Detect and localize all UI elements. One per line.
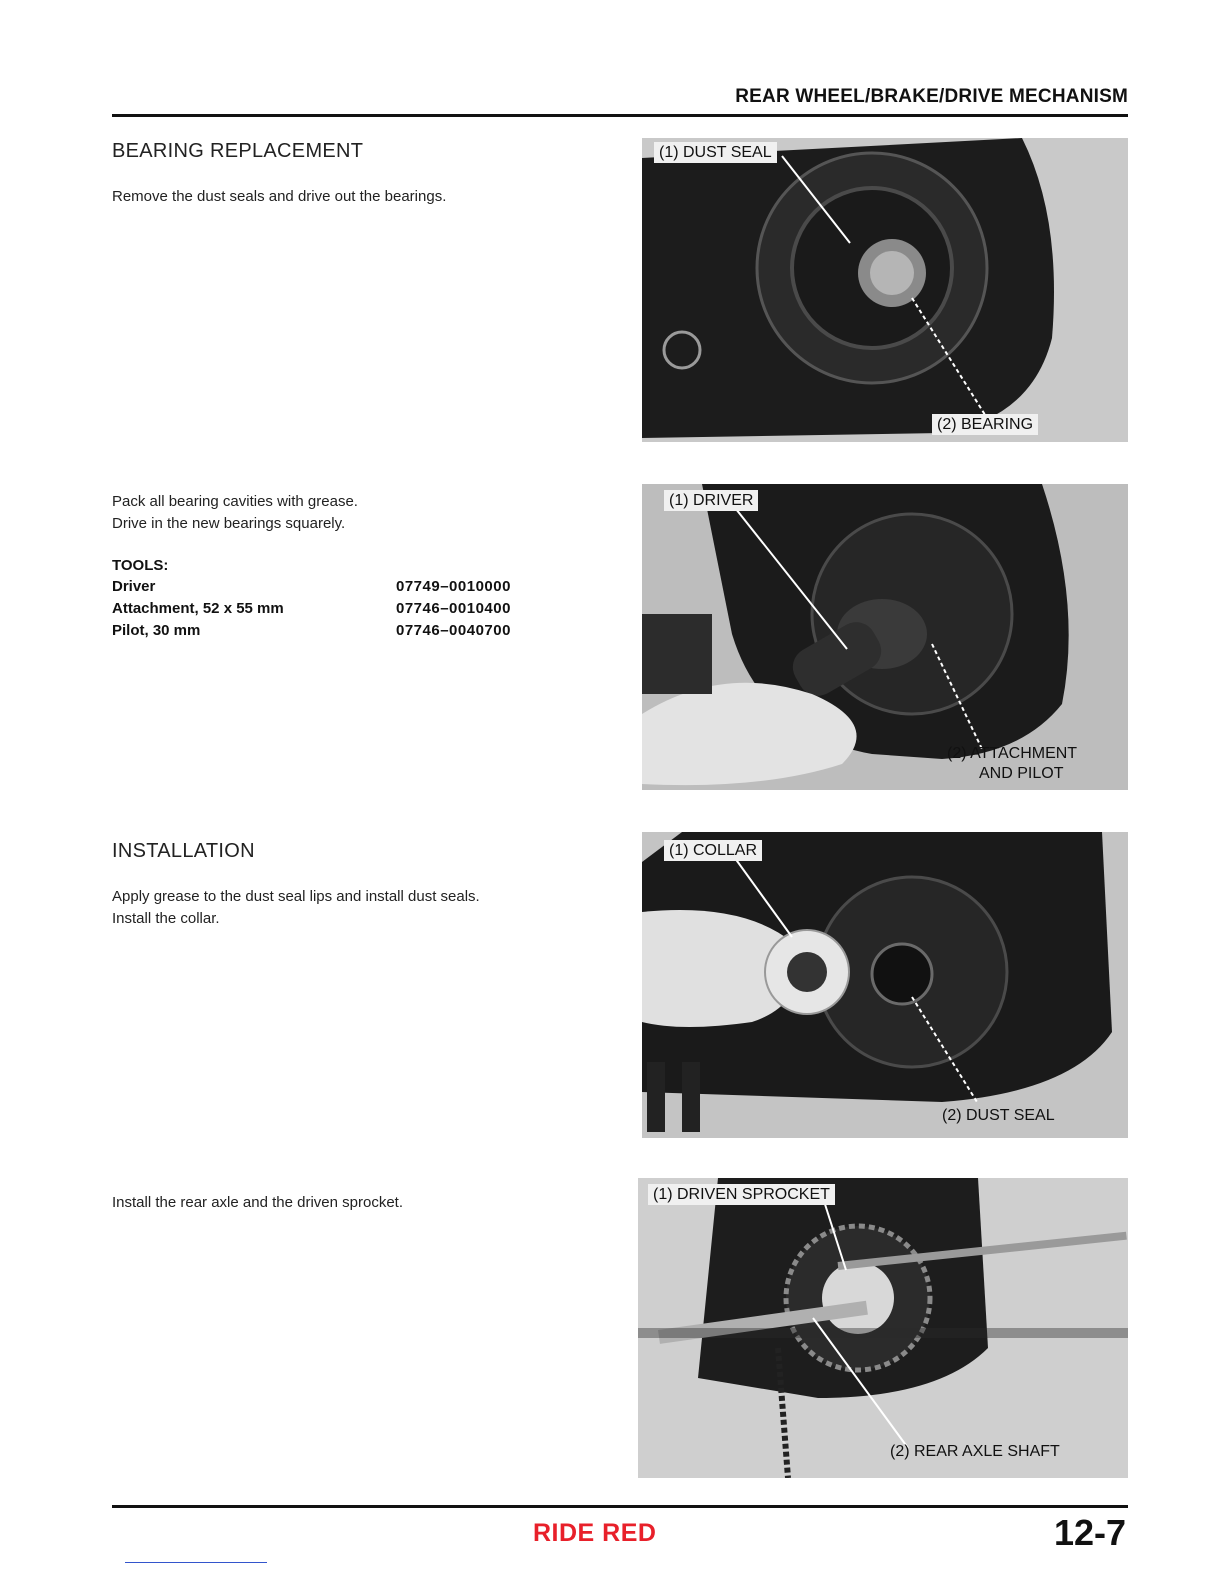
pack-grease-line-2: Drive in the new bearings squarely. bbox=[112, 515, 346, 532]
tools-list bbox=[112, 557, 592, 642]
section-title-installation: INSTALLATION bbox=[112, 840, 255, 862]
tool-row bbox=[112, 620, 592, 642]
pack-grease-line-1: Pack all bearing cavities with grease. bbox=[112, 493, 358, 510]
figure-label-driven-sprocket: (1) DRIVEN SPROCKET bbox=[648, 1184, 835, 1205]
figure-label-attachment-line-2: AND PILOT bbox=[979, 765, 1064, 782]
figure-label-attachment-line-1: (2) ATTACHMENT bbox=[947, 745, 1078, 762]
footer-underline-mark bbox=[125, 1562, 267, 1563]
tools-heading: TOOLS: bbox=[112, 557, 169, 574]
installation-line-1: Apply grease to the dust seal lips and install dust seals. bbox=[112, 888, 480, 905]
tool-code: 07746–0010400 bbox=[396, 600, 511, 617]
bearing-removal-line: Remove the dust seals and drive out the bearings. bbox=[112, 188, 447, 205]
axle-line: Install the rear axle and the driven sprocket. bbox=[112, 1194, 403, 1211]
tool-row bbox=[112, 576, 592, 598]
installation-line-2: Install the collar. bbox=[112, 910, 220, 927]
header-rule bbox=[112, 114, 1128, 117]
figure-label-rear-axle-shaft: (2) REAR AXLE SHAFT bbox=[890, 1443, 1060, 1460]
bearing-removal-text bbox=[112, 186, 446, 208]
photo-illustration bbox=[642, 832, 1128, 1138]
figure-label-collar: (1) COLLAR bbox=[664, 840, 762, 861]
tool-name: Attachment, 52 x 55 mm bbox=[112, 600, 284, 617]
figure-sprocket-axle bbox=[638, 1178, 1128, 1478]
footer-rule bbox=[112, 1505, 1128, 1508]
tool-name: Pilot, 30 mm bbox=[112, 622, 201, 639]
pack-grease-text bbox=[112, 491, 358, 535]
figure-label-attachment bbox=[947, 744, 1117, 784]
figure-label-dust-seal: (1) DUST SEAL bbox=[654, 142, 777, 163]
figure-collar-dust-seal bbox=[642, 832, 1128, 1138]
page-header-title: REAR WHEEL/BRAKE/DRIVE MECHANISM bbox=[735, 86, 1128, 107]
tool-row bbox=[112, 598, 592, 620]
tool-code: 07749–0010000 bbox=[396, 578, 511, 595]
photo-illustration bbox=[642, 138, 1128, 442]
axle-text bbox=[112, 1192, 403, 1214]
figure-label-dust-seal-2: (2) DUST SEAL bbox=[942, 1107, 1055, 1124]
photo-illustration bbox=[638, 1178, 1128, 1478]
tool-code: 07746–0040700 bbox=[396, 622, 511, 639]
figure-label-driver: (1) DRIVER bbox=[664, 490, 758, 511]
page-number: 12-7 bbox=[1053, 1512, 1126, 1553]
figure-driver-attachment bbox=[642, 484, 1128, 790]
tool-name: Driver bbox=[112, 578, 156, 595]
figure-dust-seal-bearing bbox=[642, 138, 1128, 442]
section-title-bearing-replacement: BEARING REPLACEMENT bbox=[112, 140, 364, 162]
figure-label-bearing: (2) BEARING bbox=[932, 414, 1038, 435]
installation-text bbox=[112, 886, 480, 930]
footer-brand-logo: RIDE RED bbox=[533, 1519, 657, 1547]
